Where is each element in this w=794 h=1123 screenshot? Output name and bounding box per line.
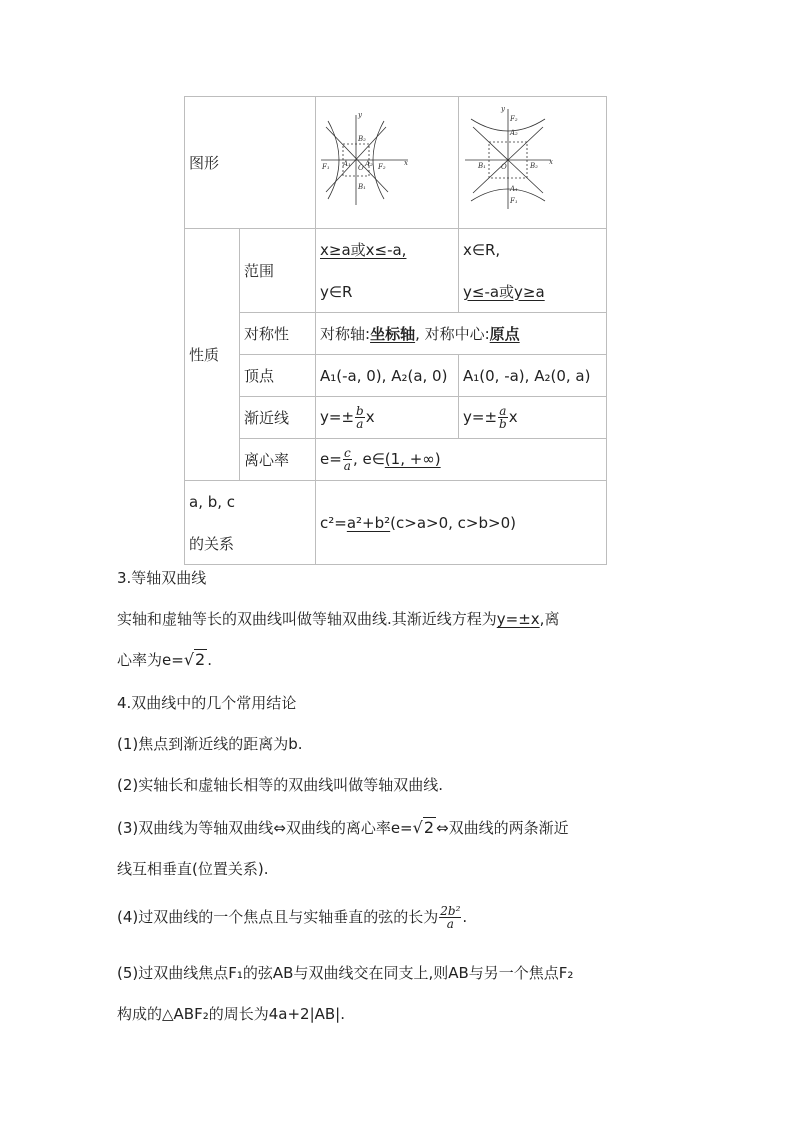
eccentricity-cell: e= $\frac{c}{a}$ , e∈(1, +∞) — [316, 439, 607, 481]
svg-text:A₂: A₂ — [510, 129, 518, 137]
properties-row-label: 性质 — [185, 229, 240, 481]
graph-row-label: 图形 — [185, 97, 316, 229]
svg-text:B₁: B₁ — [358, 183, 366, 191]
svg-text:O: O — [358, 164, 364, 172]
hyperbola-vertical-graph — [459, 97, 606, 222]
symmetry-label: 对称性 — [240, 313, 316, 355]
section4-item3-line2: 线互相垂直(位置关系). — [117, 860, 269, 878]
svg-text:A₂: A₂ — [365, 160, 373, 168]
svg-text:x: x — [549, 158, 553, 166]
asymptote-left-cell: y=± $\frac{b}{a}$ x — [316, 397, 459, 439]
vertex-right-cell: A₁(0, -a), A₂(0, a) — [459, 355, 607, 397]
section4-item1: (1)焦点到渐近线的距离为b. — [117, 735, 303, 753]
svg-text:F₂: F₂ — [510, 115, 518, 123]
asymptote-right-cell: y=± $\frac{a}{b}$ x — [459, 397, 607, 439]
range-left-cell: x≥a或x≤-a, y∈R — [316, 229, 459, 313]
svg-text:A₁: A₁ — [510, 185, 518, 193]
section4-title: 4.双曲线中的几个常用结论 — [117, 694, 297, 712]
svg-text:O: O — [501, 163, 507, 171]
svg-text:y: y — [358, 111, 362, 119]
asymptote-label: 渐近线 — [240, 397, 316, 439]
svg-text:y: y — [501, 105, 505, 113]
section3-line2: 心率为e=√2 . — [117, 650, 212, 669]
abc-relation-cell: c²=a²+b²(c>a>0, c>b>0) — [316, 481, 607, 565]
vertex-label: 顶点 — [240, 355, 316, 397]
svg-text:F₁: F₁ — [510, 197, 518, 205]
svg-text:B₂: B₂ — [358, 135, 366, 143]
abc-relation-label: a, b, c 的关系 — [185, 481, 316, 565]
section4-item5-line2: 构成的△ABF₂的周长为4a+2|AB|. — [117, 1005, 346, 1023]
svg-text:B₁: B₁ — [478, 162, 486, 170]
section3-line1: 实轴和虚轴等长的双曲线叫做等轴双曲线.其渐近线方程为y=±x,离 — [117, 610, 560, 628]
svg-text:F₂: F₂ — [378, 163, 386, 171]
symmetry-cell: 对称轴:坐标轴, 对称中心:原点 — [316, 313, 607, 355]
section4-item2: (2)实轴长和虚轴长相等的双曲线叫做等轴双曲线. — [117, 776, 444, 794]
graph-right-cell — [459, 97, 607, 229]
svg-text:B₂: B₂ — [530, 162, 538, 170]
range-right-cell: x∈R, y≤-a或y≥a — [459, 229, 607, 313]
hyperbola-horizontal-graph — [316, 97, 458, 222]
graph-left-cell — [316, 97, 459, 229]
range-label: 范围 — [240, 229, 316, 313]
eccentricity-label: 离心率 — [240, 439, 316, 481]
vertex-left-cell: A₁(-a, 0), A₂(a, 0) — [316, 355, 459, 397]
hyperbola-properties-table — [184, 96, 607, 565]
section4-item5-line1: (5)过双曲线焦点F₁的弦AB与双曲线交在同支上,则AB与另一个焦点F₂ — [117, 964, 574, 982]
svg-text:F₁: F₁ — [322, 163, 330, 171]
section3-title: 3.等轴双曲线 — [117, 569, 207, 587]
section4-item3-line1: (3)双曲线为等轴双曲线⇔双曲线的离心率e=√2 ⇔双曲线的两条渐近 — [117, 818, 569, 837]
svg-text:x: x — [404, 159, 408, 167]
section4-item4: (4)过双曲线的一个焦点且与实轴垂直的弦的长为 $\frac{\text{2b²}}{a}$ . — [117, 904, 468, 931]
svg-text:A₁: A₁ — [343, 160, 351, 168]
